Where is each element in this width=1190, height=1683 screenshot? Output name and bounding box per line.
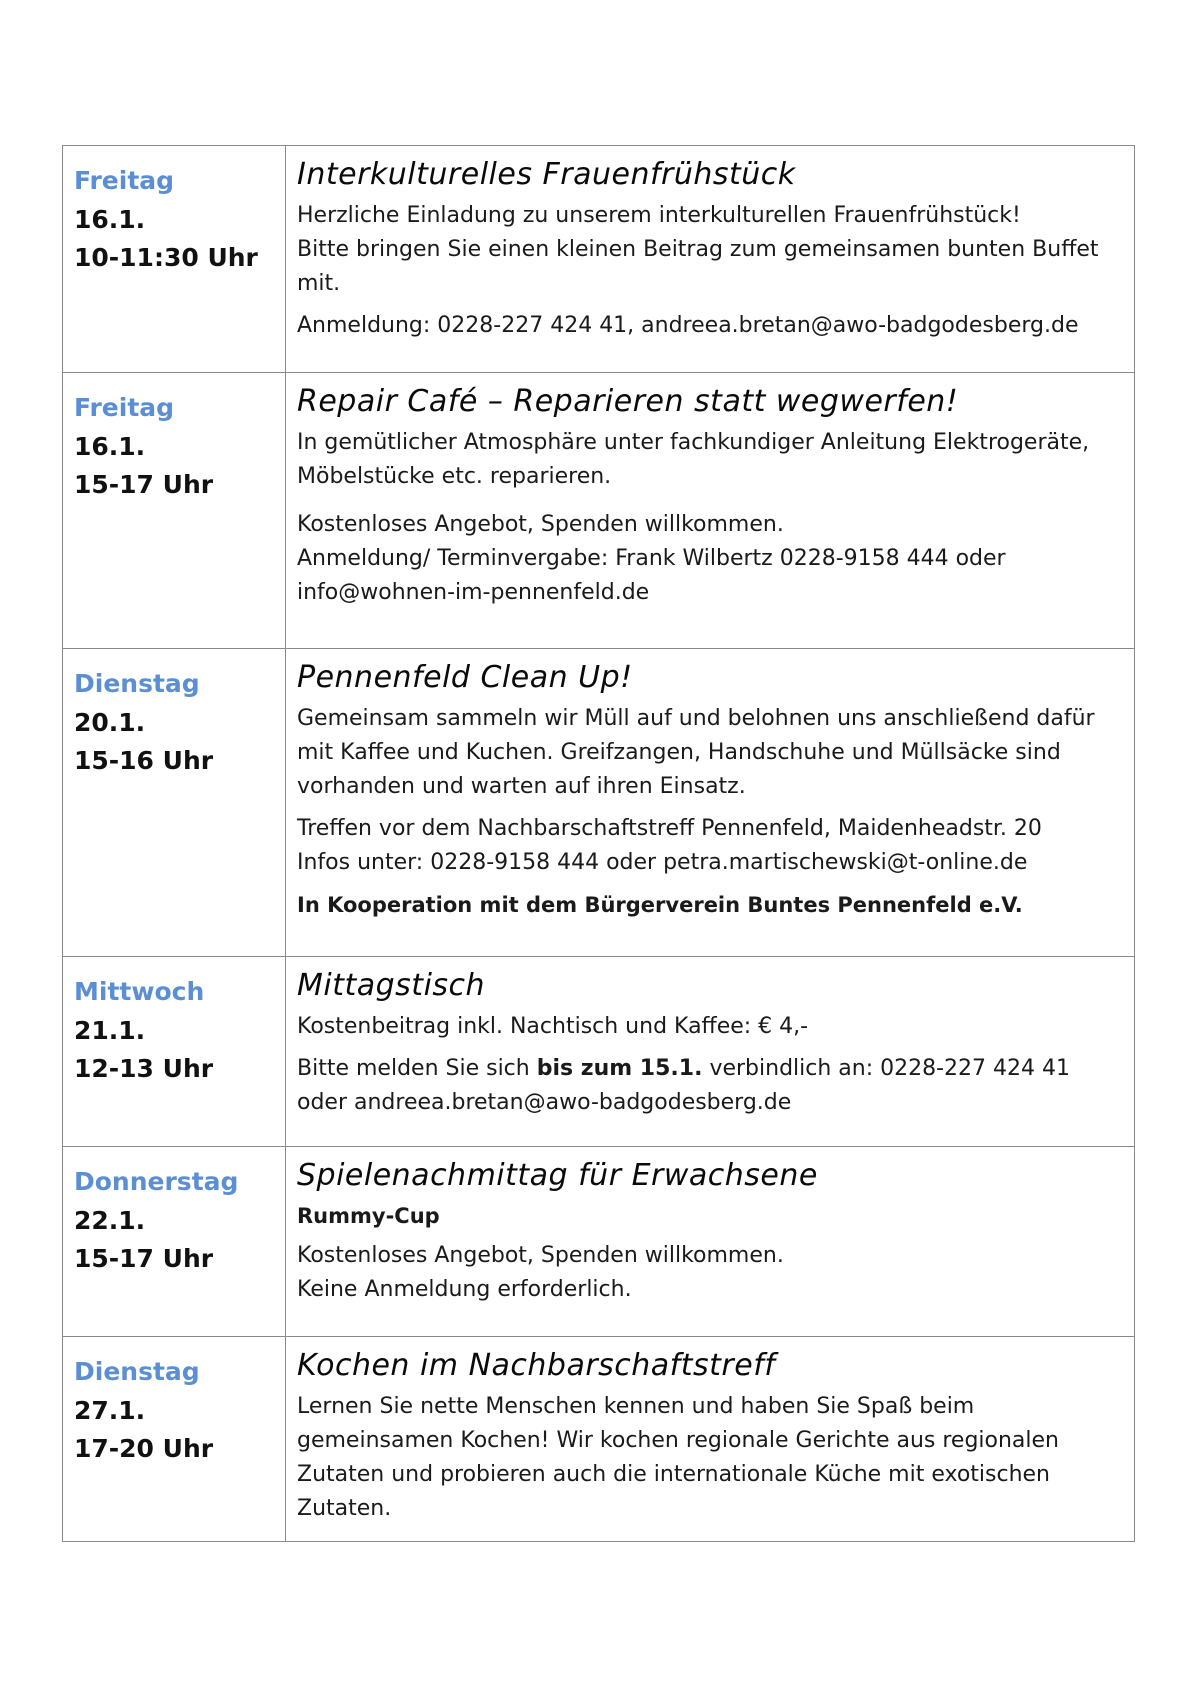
event-date-cell <box>63 1147 286 1337</box>
event-text-part: verbindlich an: 0228-227 424 41 oder andreea.bretan@awo-badgodesberg.de <box>297 1056 1071 1115</box>
event-time: 15-16 Uhr <box>74 746 214 775</box>
event-date-cell <box>63 649 286 957</box>
event-date: 20.1. <box>74 708 146 737</box>
event-row <box>63 373 1135 649</box>
event-row <box>63 1337 1135 1542</box>
event-row <box>63 1147 1135 1337</box>
event-cooperation: In Kooperation mit dem Bürgerverein Buntes Pennenfeld e.V. <box>297 893 1023 917</box>
event-title: Mittagstisch <box>297 968 486 1003</box>
event-text-line: Anmeldung/ Terminvergabe: Frank Wilbertz 0228-9158 444 oder info@wohnen-im-pennenfeld.de <box>297 546 1006 605</box>
event-description-cell <box>286 146 1135 373</box>
event-date: 27.1. <box>74 1396 146 1425</box>
event-location <box>297 812 1126 880</box>
event-time: 12-13 Uhr <box>74 1054 214 1083</box>
event-row <box>63 146 1135 373</box>
event-text-line: Treffen vor dem Nachbarschaftstreff Pennenfeld, Maidenheadstr. 20 <box>297 816 1042 841</box>
event-text-line: Infos unter: 0228-9158 444 oder petra.martischewski@t-online.de <box>297 850 1028 875</box>
event-text <box>297 1239 1126 1307</box>
event-text-line: Kostenloses Angebot, Spenden willkommen. <box>297 512 784 537</box>
event-day: Freitag <box>74 166 175 195</box>
event-description-cell <box>286 1337 1135 1542</box>
event-title: Repair Café – Reparieren statt wegwerfen! <box>297 384 959 419</box>
event-title: Kochen im Nachbarschaftstreff <box>297 1348 776 1383</box>
event-deadline: bis zum 15.1. <box>536 1056 703 1081</box>
event-date: 16.1. <box>74 205 146 234</box>
event-time: 17-20 Uhr <box>74 1434 214 1463</box>
event-title: Pennenfeld Clean Up! <box>297 660 633 695</box>
event-time: 15-17 Uhr <box>74 1244 214 1273</box>
event-day: Dienstag <box>74 1357 200 1386</box>
event-date-cell <box>63 957 286 1147</box>
event-date-cell <box>63 146 286 373</box>
event-date: 16.1. <box>74 432 146 461</box>
event-time: 10-11:30 Uhr <box>74 243 258 272</box>
event-day: Dienstag <box>74 669 200 698</box>
event-description-cell <box>286 373 1135 649</box>
event-row <box>63 957 1135 1147</box>
event-day: Donnerstag <box>74 1167 239 1196</box>
event-date: 21.1. <box>74 1016 146 1045</box>
event-row <box>63 649 1135 957</box>
event-text: Kostenbeitrag inkl. Nachtisch und Kaffee: € 4,- <box>297 1014 809 1039</box>
event-text-line: Bitte bringen Sie einen kleinen Beitrag zum gemeinsamen bunten Buffet mit. <box>297 237 1099 296</box>
event-registration <box>297 508 1126 610</box>
event-description-cell <box>286 649 1135 957</box>
event-description-cell <box>286 957 1135 1147</box>
event-date: 22.1. <box>74 1206 146 1235</box>
event-text: Gemeinsam sammeln wir Müll auf und belohnen uns anschließend dafür mit Kaffee und Kuchen. Greifzangen, Handschuhe und Müllsäcke sind vorhanden und warten auf ihren Einsatz. <box>297 706 1095 799</box>
event-title: Spielenachmittag für Erwachsene <box>297 1158 818 1193</box>
event-text-line: Kostenloses Angebot, Spenden willkommen. <box>297 1243 784 1268</box>
event-description-cell <box>286 1147 1135 1337</box>
event-day: Freitag <box>74 393 175 422</box>
event-date-cell <box>63 373 286 649</box>
event-text-part: Bitte melden Sie sich <box>297 1056 537 1081</box>
event-title: Interkulturelles Frauenfrühstück <box>297 157 796 192</box>
event-text-line: Herzliche Einladung zu unserem interkulturellen Frauenfrühstück! <box>297 203 1021 228</box>
event-registration: Anmeldung: 0228-227 424 41, andreea.bretan@awo-badgodesberg.de <box>297 313 1079 338</box>
events-table <box>62 145 1135 1542</box>
event-text: Lernen Sie nette Menschen kennen und haben Sie Spaß beim gemeinsamen Kochen! Wir kochen regionale Gerichte aus regionalen Zutaten und probieren auch die internationale Küche mit exotischen Zutaten. <box>297 1394 1059 1521</box>
event-text <box>297 199 1126 301</box>
event-day: Mittwoch <box>74 977 205 1006</box>
event-text-line: Keine Anmeldung erforderlich. <box>297 1277 632 1302</box>
event-subtitle: Rummy-Cup <box>297 1204 440 1228</box>
event-text: In gemütlicher Atmosphäre unter fachkundiger Anleitung Elektrogeräte, Möbelstücke etc. reparieren. <box>297 430 1090 489</box>
event-date-cell <box>63 1337 286 1542</box>
event-registration <box>297 1052 1126 1120</box>
event-time: 15-17 Uhr <box>74 470 214 499</box>
